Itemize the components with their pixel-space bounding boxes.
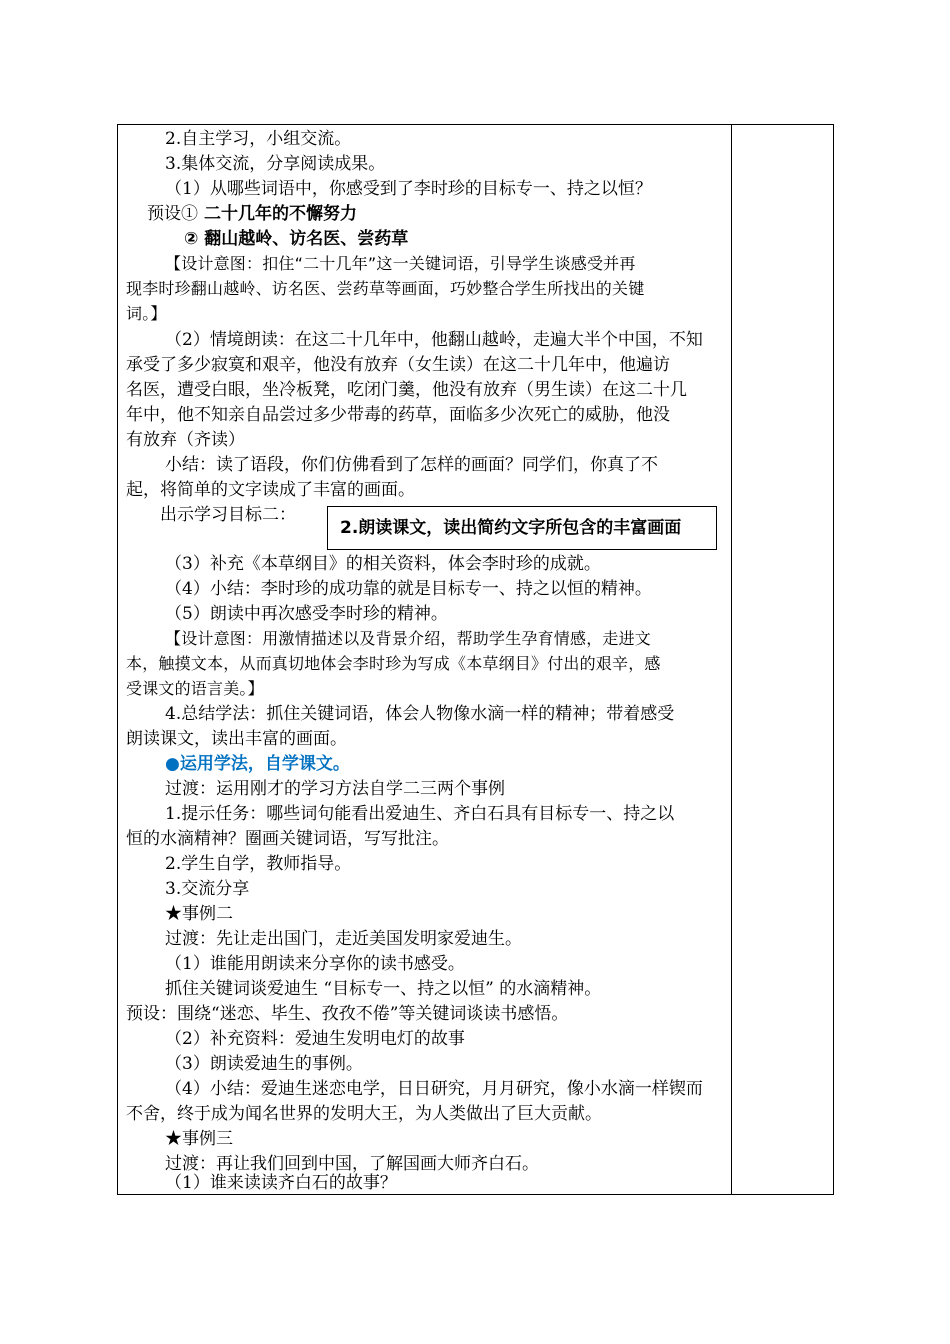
text-line: （2）情境朗读：在这二十几年中，他翻山越岭，走遍大半个中国，不知	[165, 330, 703, 350]
text-line: （5）朗读中再次感受李时珍的精神。	[165, 604, 448, 624]
text-line: 有放弃（齐读）	[126, 430, 245, 450]
preset-answer-2: ② 翻山越岭、访名医、尝药草	[184, 229, 409, 249]
design-intent-line: 【设计意图：用激情描述以及背景介绍，帮助学生孕育情感，走进文	[165, 629, 652, 648]
text-line: 起，将简单的文字读成了丰富的画面。	[126, 480, 415, 500]
text-line: 名医，遭受白眼，坐冷板凳，吃闭门羹，他没有放弃（男生读）在这二十几	[126, 380, 687, 400]
example-heading: ★事例二	[165, 904, 233, 924]
section-heading: ●运用学法，自学课文。	[165, 754, 350, 774]
design-intent-line: 受课文的语言美。】	[126, 679, 264, 698]
text-line: 抓住关键词谈爱迪生 “目标专一、持之以恒” 的水滴精神。	[165, 979, 602, 999]
text-line: 小结：读了语段，你们仿佛看到了怎样的画面？同学们，你真了不	[165, 455, 658, 475]
design-intent-line: 词。】	[126, 304, 167, 323]
text-line: 3.集体交流，分享阅读成果。	[165, 154, 386, 174]
text-line: 过渡：再让我们回到中国，了解国画大师齐白石。	[165, 1154, 539, 1174]
learning-goal-text: 2.朗读课文，读出简约文字所包含的丰富画面	[340, 518, 682, 538]
text-line: 预设：围绕“迷恋、毕生、孜孜不倦”等关键词谈读书感悟。	[126, 1004, 569, 1024]
design-intent-line: 本，触摸文本，从而真切地体会李时珍为写成《本草纲目》付出的艰辛，感	[126, 654, 661, 673]
text-line: 承受了多少寂寞和艰辛，他没有放弃（女生读）在这二十几年中，他遍访	[126, 355, 670, 375]
text-line: 年中，他不知亲自品尝过多少带毒的药草，面临多少次死亡的威胁，他没	[126, 405, 670, 425]
text-line: （3）朗读爱迪生的事例。	[165, 1054, 363, 1074]
preset-answer-1: 二十几年的不懈努力	[204, 204, 357, 224]
text-line: 2.自主学习，小组交流。	[165, 129, 352, 149]
text-line: 不舍，终于成为闻名世界的发明大王，为人类做出了巨大贡献。	[126, 1104, 602, 1124]
text-line: 过渡：先让走出国门，走近美国发明家爱迪生。	[165, 929, 522, 949]
text-line: （1）从哪些词语中，你感受到了李时珍的目标专一、持之以恒？	[165, 179, 652, 199]
text-line: 过渡：运用刚才的学习方法自学二三两个事例	[165, 779, 505, 799]
design-intent-line: 【设计意图：扣住“二十几年”这一关键词语，引导学生谈感受并再	[165, 254, 636, 273]
preset-label: 预设①	[147, 204, 198, 224]
text-line: 2.学生自学，教师指导。	[165, 854, 352, 874]
text-line: （1）谁能用朗读来分享你的读书感受。	[165, 954, 465, 974]
text-line: 3.交流分享	[165, 879, 250, 899]
example-heading: ★事例三	[165, 1129, 233, 1149]
table-column-divider	[731, 124, 732, 1195]
text-line: （1）谁来读读齐白石的故事？	[165, 1173, 397, 1193]
goal-label: 出示学习目标二：	[160, 505, 296, 525]
text-line: 1.提示任务：哪些词句能看出爱迪生、齐白石具有目标专一、持之以	[165, 804, 675, 824]
text-line: 恒的水滴精神？圈画关键词语，写写批注。	[126, 829, 449, 849]
text-line: 4.总结学法：抓住关键词语，体会人物像水滴一样的精神；带着感受	[165, 704, 675, 724]
text-line: （4）小结：爱迪生迷恋电学，日日研究，月月研究，像小水滴一样锲而	[165, 1079, 703, 1099]
learning-goal-box	[327, 506, 717, 550]
text-line: （2）补充资料：爱迪生发明电灯的故事	[165, 1029, 465, 1049]
design-intent-line: 现李时珍翻山越岭、访名医、尝药草等画面，巧妙整合学生所找出的关键	[126, 279, 645, 298]
text-line: （3）补充《本草纲目》的相关资料，体会李时珍的成就。	[165, 554, 601, 574]
text-line: （4）小结：李时珍的成功靠的就是目标专一、持之以恒的精神。	[165, 579, 652, 599]
text-line: 朗读课文，读出丰富的画面。	[126, 729, 347, 749]
